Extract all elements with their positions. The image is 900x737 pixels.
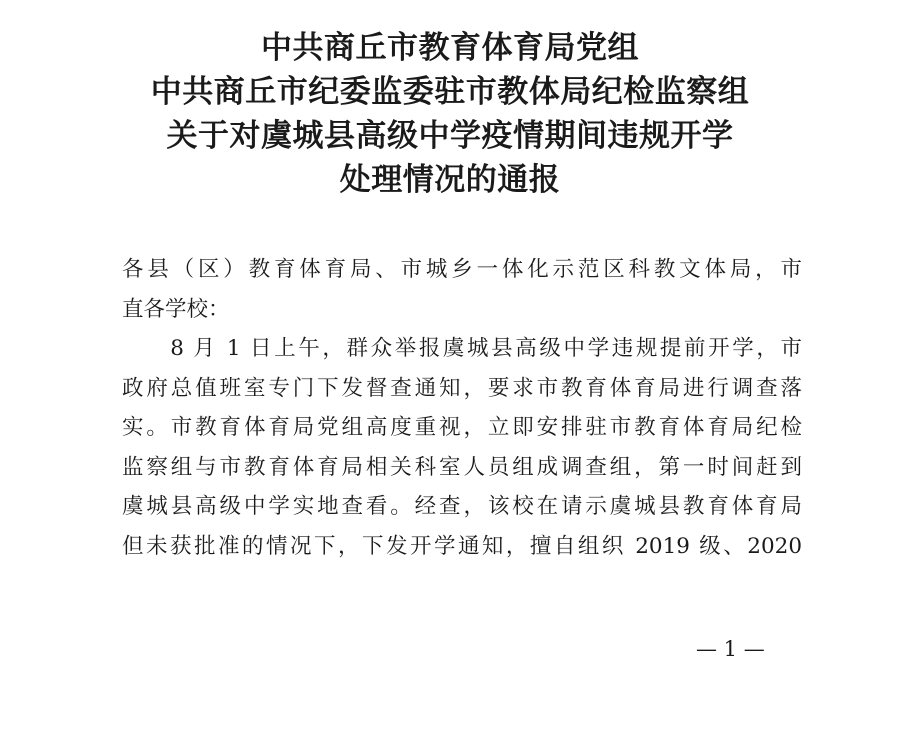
paragraph-1 xyxy=(122,329,802,566)
paragraph-1-line-3: 实。市教育体育局党组高度重视，立即安排驻市教育体育局纪检 xyxy=(122,415,802,440)
title-line-1: 中共商丘市教育体育局党组 xyxy=(261,30,639,66)
paragraph-1-line-1: 8 月 1 日上午，群众举报虞城县高级中学违规提前开学，市 xyxy=(122,336,802,361)
page-number: — 1 — xyxy=(696,637,765,661)
title-line-2: 中共商丘市纪委监委驻市教体局纪检监察组 xyxy=(150,74,750,110)
paragraph-1-line-6: 但未获批准的情况下，下发开学通知，擅自组织 2019 级、2020 xyxy=(122,533,802,559)
paragraph-1-line-5: 虞城县高级中学实地查看。经查，该校在请示虞城县教育体育局 xyxy=(122,494,802,519)
salutation-line-1: 各县（区）教育体育局、市城乡一体化示范区科教文体局，市 xyxy=(122,257,802,282)
salutation xyxy=(122,250,802,329)
document-body xyxy=(122,250,802,566)
paragraph-1-line-4: 监察组与市教育体育局相关科室人员组成调查组，第一时间赶到 xyxy=(122,454,802,480)
paragraph-1-line-2: 政府总值班室专门下发督查通知，要求市教育体育局进行调查落 xyxy=(122,375,802,401)
document-title xyxy=(0,26,900,202)
salutation-line-2: 直各学校： xyxy=(122,296,230,322)
title-line-3: 关于对虞城县高级中学疫情期间违规开学 xyxy=(166,118,734,154)
title-line-4: 处理情况的通报 xyxy=(339,162,561,198)
